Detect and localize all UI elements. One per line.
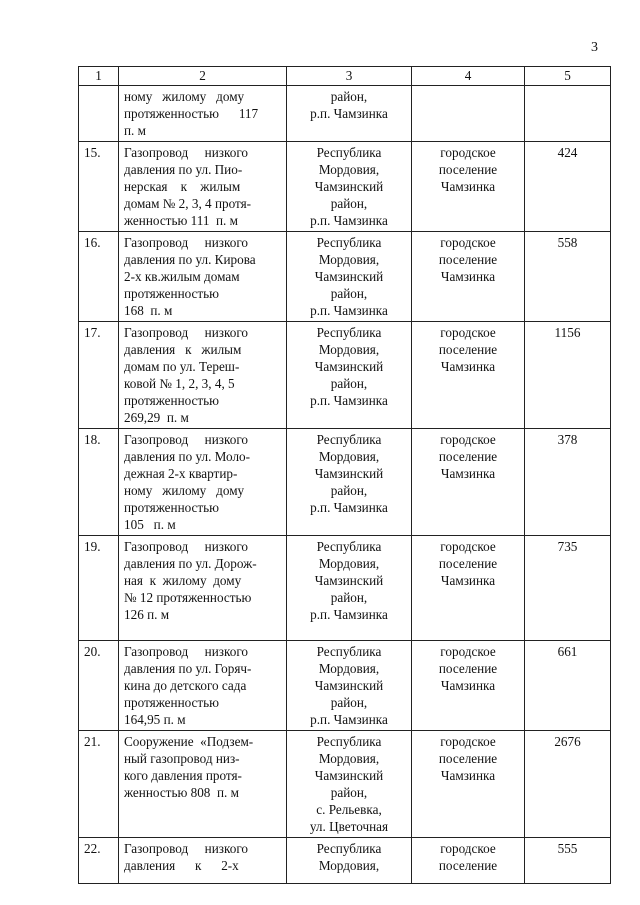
settlement-cell: [412, 232, 525, 322]
length-cell: [525, 838, 611, 884]
settlement-cell: [412, 322, 525, 429]
location-line: район,: [330, 89, 368, 104]
settlement-cell: [412, 429, 525, 536]
object-name-line: Газопровод низкого: [124, 432, 248, 447]
location-line: Чамзинский: [314, 179, 384, 194]
length-value: 424: [557, 145, 578, 160]
location-line: Республика: [316, 145, 382, 160]
object-name-line: Газопровод низкого: [124, 235, 248, 250]
location-line: Мордовия,: [318, 342, 380, 357]
length-cell: [525, 232, 611, 322]
settlement-line: городское: [440, 841, 496, 856]
object-name-line: женностью 808 п. м: [124, 785, 239, 800]
object-name-line: протяженностью 117: [124, 106, 259, 121]
object-name-line: Газопровод низкого: [124, 325, 248, 340]
location-line: Мордовия,: [318, 556, 380, 571]
length-value: 555: [557, 841, 578, 856]
header-col-1: 1: [79, 67, 119, 86]
location-line: р.п. Чамзинка: [310, 607, 388, 622]
location-line: Республика: [316, 734, 382, 749]
location-cell: [287, 322, 412, 429]
length-cell: [525, 731, 611, 838]
table-row: [79, 429, 611, 536]
table-row: [79, 641, 611, 731]
object-name-line: Газопровод низкого: [124, 539, 248, 554]
table-row: [79, 232, 611, 322]
table-header-row: [79, 67, 611, 86]
row-number-cell: [79, 536, 119, 641]
row-number: 15.: [84, 145, 101, 160]
object-name-line: 126 п. м: [124, 607, 170, 622]
row-number-cell: [79, 641, 119, 731]
header-col-4: 4: [412, 67, 525, 86]
settlement-line: поселение: [438, 858, 498, 873]
object-name-line: кого давления протя-: [124, 768, 242, 783]
length-value: 1156: [554, 325, 581, 340]
row-number: 18.: [84, 432, 101, 447]
object-name-cell: [119, 641, 287, 731]
object-name-cell: [119, 86, 287, 142]
settlement-line: Чамзинка: [440, 768, 496, 783]
location-cell: [287, 429, 412, 536]
object-name-line: 105 п. м: [124, 517, 176, 532]
object-name-line: п. м: [124, 123, 146, 138]
location-line: район,: [330, 286, 368, 301]
object-name-line: Газопровод низкого: [124, 644, 248, 659]
location-line: Республика: [316, 539, 382, 554]
location-line: Чамзинский: [314, 466, 384, 481]
object-name-line: ному жилому дому: [124, 89, 245, 104]
location-line: р.п. Чамзинка: [310, 303, 388, 318]
settlement-cell: [412, 641, 525, 731]
settlement-line: поселение: [438, 342, 498, 357]
location-cell: [287, 142, 412, 232]
object-name-line: протяженностью: [124, 393, 220, 408]
object-name-line: кина до детского сада: [124, 678, 247, 693]
row-number-cell: [79, 838, 119, 884]
page-number: 3: [591, 40, 598, 55]
location-line: с. Рельевка,: [316, 802, 382, 817]
object-name-line: давления по ул. Пио-: [124, 162, 243, 177]
location-cell: [287, 641, 412, 731]
location-line: Республика: [316, 235, 382, 250]
row-number-cell: [79, 232, 119, 322]
location-line: Чамзинский: [314, 269, 384, 284]
object-name-cell: [119, 322, 287, 429]
object-name-line: 164,95 п. м: [124, 712, 186, 727]
object-name-line: домам по ул. Тереш-: [124, 359, 240, 374]
length-cell: [525, 142, 611, 232]
location-line: район,: [330, 590, 368, 605]
row-number: 17.: [84, 325, 101, 340]
object-name-line: ковой № 1, 2, 3, 4, 5: [124, 376, 235, 391]
location-cell: [287, 536, 412, 641]
settlement-line: поселение: [438, 252, 498, 267]
location-line: р.п. Чамзинка: [310, 712, 388, 727]
row-number-cell: [79, 142, 119, 232]
location-line: р.п. Чамзинка: [310, 500, 388, 515]
row-number: 19.: [84, 539, 101, 554]
location-line: р.п. Чамзинка: [310, 213, 388, 228]
length-value: 661: [557, 644, 578, 659]
location-line: Республика: [316, 644, 382, 659]
object-name-cell: [119, 142, 287, 232]
object-name-cell: [119, 232, 287, 322]
object-name-line: домам № 2, 3, 4 протя-: [124, 196, 252, 211]
length-value: 735: [557, 539, 578, 554]
settlement-line: поселение: [438, 661, 498, 676]
settlement-line: Чамзинка: [440, 269, 496, 284]
row-number-cell: [79, 429, 119, 536]
length-cell: [525, 429, 611, 536]
settlement-line: поселение: [438, 751, 498, 766]
table-row: [79, 142, 611, 232]
location-line: район,: [330, 695, 368, 710]
location-cell: [287, 86, 412, 142]
settlement-cell: [412, 142, 525, 232]
row-number: 21.: [84, 734, 101, 749]
location-line: Республика: [316, 841, 382, 856]
location-line: район,: [330, 483, 368, 498]
gas-pipeline-table: [78, 66, 611, 884]
location-cell: [287, 731, 412, 838]
location-line: Республика: [316, 325, 382, 340]
location-line: Чамзинский: [314, 768, 384, 783]
settlement-cell: [412, 731, 525, 838]
location-line: Мордовия,: [318, 661, 380, 676]
row-number-cell: [79, 731, 119, 838]
location-line: Республика: [316, 432, 382, 447]
settlement-line: городское: [440, 432, 496, 447]
location-cell: [287, 232, 412, 322]
length-value: 558: [557, 235, 578, 250]
settlement-line: Чамзинка: [440, 179, 496, 194]
row-number: 16.: [84, 235, 101, 250]
object-name-cell: [119, 731, 287, 838]
row-number: 20.: [84, 644, 101, 659]
object-name-line: давления по ул. Дорож-: [124, 556, 257, 571]
settlement-cell: [412, 86, 525, 142]
object-name-line: давления по ул. Моло-: [124, 449, 251, 464]
row-number-cell: [79, 322, 119, 429]
length-cell: [525, 86, 611, 142]
object-name-line: нерская к жилым: [124, 179, 241, 194]
object-name-cell: [119, 838, 287, 884]
settlement-line: Чамзинка: [440, 678, 496, 693]
settlement-line: поселение: [438, 449, 498, 464]
table-row: [79, 86, 611, 142]
settlement-line: городское: [440, 539, 496, 554]
table-row: [79, 838, 611, 884]
object-name-line: давления к жилым: [124, 342, 242, 357]
settlement-line: Чамзинка: [440, 466, 496, 481]
object-name-line: 168 п. м: [124, 303, 173, 318]
location-line: район,: [330, 376, 368, 391]
row-number: 22.: [84, 841, 101, 856]
location-line: р.п. Чамзинка: [310, 393, 388, 408]
location-line: Мордовия,: [318, 252, 380, 267]
table-row: [79, 536, 611, 641]
object-name-line: протяженностью: [124, 500, 220, 515]
settlement-cell: [412, 838, 525, 884]
object-name-cell: [119, 536, 287, 641]
object-name-line: Сооружение «Подзем-: [124, 734, 254, 749]
location-line: Чамзинский: [314, 573, 384, 588]
object-name-line: протяженностью: [124, 286, 220, 301]
location-line: р.п. Чамзинка: [310, 106, 388, 121]
settlement-line: Чамзинка: [440, 573, 496, 588]
object-name-line: протяженностью: [124, 695, 220, 710]
object-name-line: давления к 2-х: [124, 858, 239, 873]
object-name-line: 2-х кв.жилым домам: [124, 269, 240, 284]
settlement-line: городское: [440, 644, 496, 659]
header-col-5: 5: [525, 67, 611, 86]
location-line: Мордовия,: [318, 751, 380, 766]
settlement-line: городское: [440, 325, 496, 340]
settlement-cell: [412, 536, 525, 641]
location-line: район,: [330, 785, 368, 800]
object-name-line: давления по ул. Кирова: [124, 252, 256, 267]
object-name-line: Газопровод низкого: [124, 145, 248, 160]
table-row: [79, 731, 611, 838]
object-name-line: ному жилому дому: [124, 483, 245, 498]
location-line: Мордовия,: [318, 449, 380, 464]
settlement-line: городское: [440, 145, 496, 160]
header-col-2: 2: [119, 67, 287, 86]
object-name-line: 269,29 п. м: [124, 410, 189, 425]
settlement-line: поселение: [438, 556, 498, 571]
location-line: ул. Цветочная: [309, 819, 389, 834]
location-line: Мордовия,: [318, 858, 380, 873]
object-name-line: женностью 111 п. м: [124, 213, 238, 228]
location-line: Чамзинский: [314, 359, 384, 374]
location-cell: [287, 838, 412, 884]
settlement-line: городское: [440, 734, 496, 749]
object-name-line: ная к жилому дому: [124, 573, 242, 588]
object-name-cell: [119, 429, 287, 536]
settlement-line: Чамзинка: [440, 359, 496, 374]
table-row: [79, 322, 611, 429]
location-line: район,: [330, 196, 368, 211]
length-cell: [525, 536, 611, 641]
length-value: 2676: [554, 734, 581, 749]
object-name-line: № 12 протяженностью: [124, 590, 252, 605]
object-name-line: дежная 2-х квартир-: [124, 466, 238, 481]
header-col-3: 3: [287, 67, 412, 86]
location-line: Мордовия,: [318, 162, 380, 177]
object-name-line: Газопровод низкого: [124, 841, 248, 856]
settlement-line: городское: [440, 235, 496, 250]
settlement-line: поселение: [438, 162, 498, 177]
length-value: 378: [557, 432, 578, 447]
object-name-line: ный газопровод низ-: [124, 751, 240, 766]
row-number-cell: [79, 86, 119, 142]
length-cell: [525, 322, 611, 429]
object-name-line: давления по ул. Горяч-: [124, 661, 252, 676]
length-cell: [525, 641, 611, 731]
location-line: Чамзинский: [314, 678, 384, 693]
